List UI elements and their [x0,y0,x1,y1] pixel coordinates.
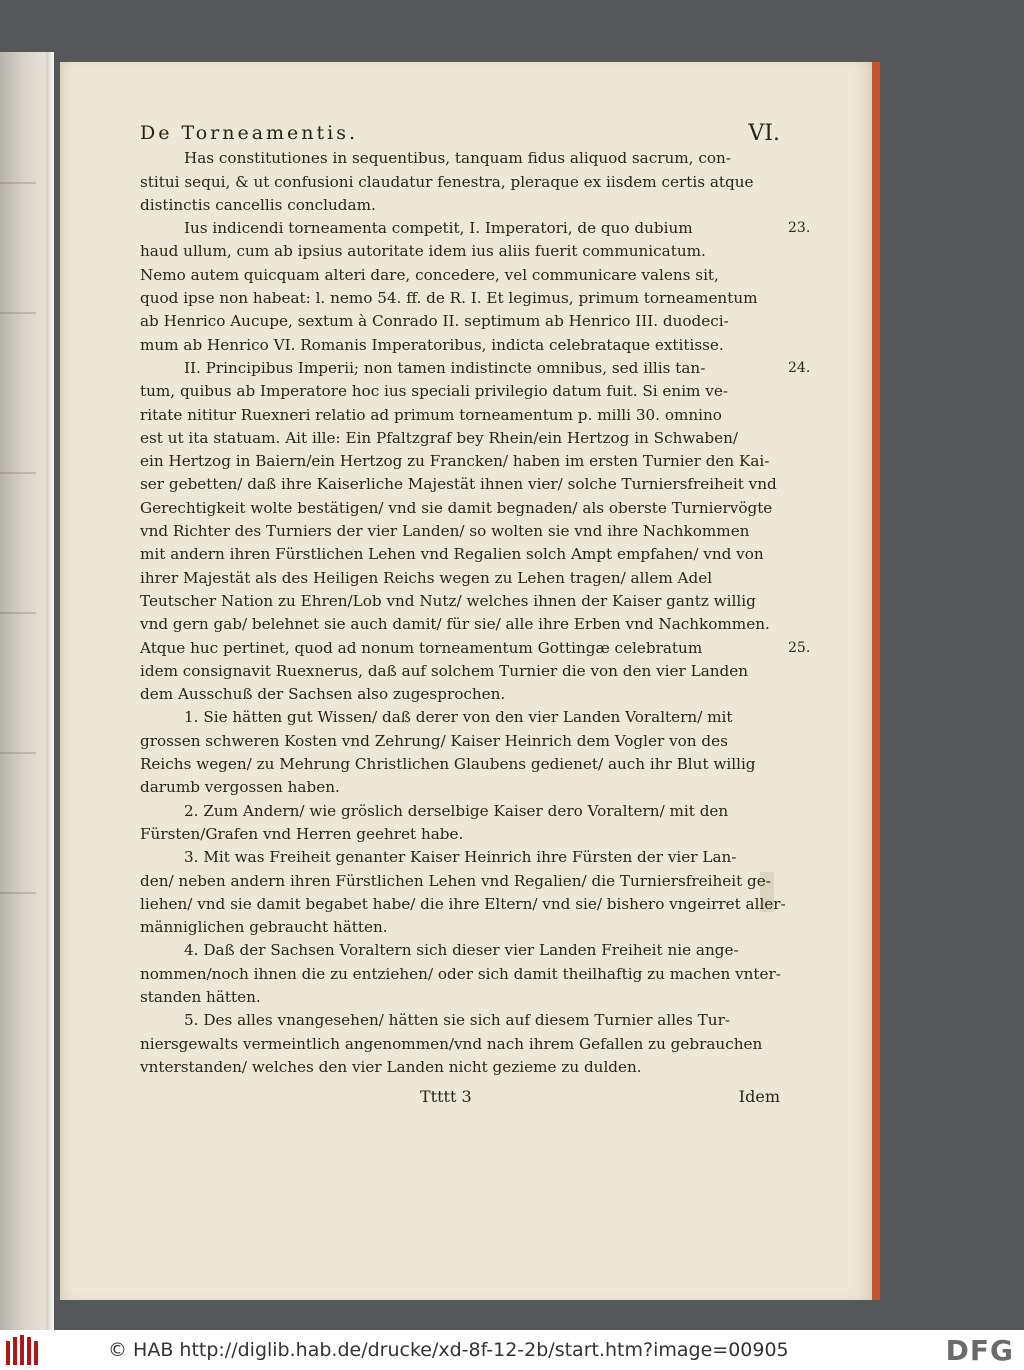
text-line-content: dem Ausschuß der Sachsen also zugesprochen. [140,685,506,704]
text-line-content: vnd gern gab/ belehnet sie auch damit/ für sie/ alle ihre Erben vnd Nachkommen. [140,615,770,634]
text-line-content: mum ab Henrico VI. Romanis Imperatoribus, indicta celebrataque extitisse. [140,335,724,354]
text-line [140,637,811,660]
text-line-content: darumb vergossen haben. [140,778,340,797]
text-line [140,916,780,939]
text-line-content: idem consignavit Ruexnerus, daß auf solchem Turnier die von den vier Landen [140,661,749,680]
text-line [140,264,780,287]
text-line [140,590,780,613]
text-line [140,823,780,846]
text-line [140,893,786,916]
text-line [140,660,780,683]
hab-logo-icon [6,1335,46,1365]
text-line [140,543,780,566]
text-line-content: 1. Sie hätten gut Wissen/ daß derer von den vier Landen Voraltern/ mit [184,708,733,727]
body-lines [140,147,811,1079]
text-line-content: männiglichen gebraucht hätten. [140,918,388,937]
text-line [140,450,780,473]
text-line-content: den/ neben andern ihren Fürstlichen Lehen vnd Regalien/ die Turniersfreiheit ge- [140,871,771,890]
text-line-content: 3. Mit was Freiheit genanter Kaiser Heinrich ihre Fürsten der vier Lan- [184,848,737,867]
text-line [140,683,780,706]
text-line [140,473,780,496]
text-line [140,520,780,543]
text-line-content: 2. Zum Andern/ wie gröslich derselbige Kaiser dero Voraltern/ mit den [184,801,729,820]
text-line-content: haud ullum, cum ab ipsius autoritate idem ius aliis fuerit communicatum. [140,242,706,261]
text-line [140,404,780,427]
copyright-link[interactable]: © HAB http://diglib.hab.de/drucke/xd-8f-12-2b/start.htm?image=00905 [108,1339,789,1361]
bleed-through-mark [0,612,36,614]
text-line-content: II. Principibus Imperii; non tamen indistincte omnibus, sed illis tan- [184,358,706,377]
text-line [140,753,780,776]
text-line-content: quod ipse non habeat: l. nemo 54. ff. de R. I. Et legimus, primum torneamentum [140,289,758,308]
text-line [140,334,780,357]
margin-number: 25. [788,639,811,656]
text-line-content: Gerechtigkeit wolte bestätigen/ vnd sie damit begnaden/ als oberste Turniervögte [140,498,773,517]
left-page-edge [0,52,54,1330]
page-header [140,122,780,145]
text-line-content: Teutscher Nation zu Ehren/Lob vnd Nutz/ welches ihnen der Kaiser gantz willig [140,591,756,610]
text-line [140,310,780,333]
text-line [140,287,780,310]
text-line [140,1033,780,1056]
text-line-content: Ius indicendi torneamenta competit, I. Imperatori, de quo dubium [184,219,693,238]
signature-mark: Ttttt 3 [420,1087,472,1107]
text-line-content: stitui sequi, & ut confusioni claudatur fenestra, pleraque ex iisdem certis atque [140,172,754,191]
text-line-content: ser gebetten/ daß ihre Kaiserliche Majestät ihnen vier/ solche Turniersfreiheit vnd [140,475,777,494]
text-line [140,427,780,450]
bleed-through-mark [0,182,36,184]
margin-number: 23. [788,220,811,237]
text-line-content: standen hätten. [140,987,261,1006]
text-line [140,240,780,263]
page-footer [140,1085,780,1108]
bottom-bar [0,1330,1024,1370]
text-line-content: grossen schweren Kosten vnd Zehrung/ Kaiser Heinrich dem Vogler von des [140,731,728,750]
text-line-content: Nemo autem quicquam alteri dare, concedere, vel communicare valens sit, [140,265,719,284]
text-line [140,800,780,823]
text-line-content: distinctis cancellis concludam. [140,195,376,214]
text-line-content: ab Henrico Aucupe, sextum à Conrado II. septimum ab Henrico III. duodeci- [140,312,729,331]
text-line-content: ihrer Majestät als des Heiligen Reichs wegen zu Lehen tragen/ allem Adel [140,568,713,587]
page-number: VI. [748,121,780,146]
text-line [140,706,780,729]
text-line-content: tum, quibus ab Imperatore hoc ius speciali privilegio datum fuit. Si enim ve- [140,382,728,401]
text-line [140,939,780,962]
red-page-edge [872,62,880,1300]
bleed-through-mark [0,312,36,314]
bleed-through-mark [0,472,36,474]
text-line [140,1009,780,1032]
text-line [140,171,780,194]
book-page [60,62,872,1300]
text-line-content: 4. Daß der Sachsen Voraltern sich dieser vier Landen Freiheit nie ange- [184,941,739,960]
text-line [140,147,780,170]
text-line-content: Reichs wegen/ zu Mehrung Christlichen Glaubens gedienet/ auch ihr Blut willig [140,755,756,774]
text-line [140,986,780,1009]
text-line [140,730,780,753]
bleed-through-mark [0,892,36,894]
text-line-content: vnd Richter des Turniers der vier Landen/ so wolten sie vnd ihre Nachkommen [140,522,750,541]
text-line [140,357,811,380]
text-line-content: ein Hertzog in Baiern/ein Hertzog zu Francken/ haben im ersten Turnier den Kai- [140,452,770,471]
page-text-block [140,121,811,1108]
dfg-logo: DFG [945,1334,1014,1367]
text-line [140,776,780,799]
text-line [140,567,780,590]
text-line [140,497,780,520]
text-line-content: ritate nititur Ruexneri relatio ad primum torneamentum p. milli 30. omnino [140,405,722,424]
text-line-content: 5. Des alles vnangesehen/ hätten sie sich auf diesem Turnier alles Tur- [184,1011,730,1030]
text-line-content: liehen/ vnd sie damit begabet habe/ die ihre Eltern/ vnd sie/ bishero vngeirret aller- [140,894,786,913]
text-line [140,846,780,869]
text-line [140,613,780,636]
text-line-content: nommen/noch ihnen die zu entziehen/ oder sich damit theilhaftig zu machen vnter- [140,964,781,983]
margin-number: 24. [788,359,811,376]
text-line [140,1056,780,1079]
text-line-content: Atque huc pertinet, quod ad nonum torneamentum Gottingæ celebratum [140,638,703,657]
text-line-content: vnterstanden/ welches den vier Landen nicht gezieme zu dulden. [140,1057,642,1076]
text-line [140,963,780,986]
bleed-through-mark [0,752,36,754]
text-line-content: Has constitutiones in sequentibus, tanquam fidus aliquod sacrum, con- [184,149,731,168]
text-line [140,217,811,240]
text-line [140,870,780,893]
text-line-content: mit andern ihren Fürstlichen Lehen vnd Regalien solch Ampt empfahen/ vnd von [140,545,764,564]
text-line-content: niersgewalts vermeintlich angenommen/vnd nach ihrem Gefallen zu gebrauchen [140,1034,763,1053]
text-line-content: est ut ita statuam. Ait ille: Ein Pfaltzgraf bey Rhein/ein Hertzog in Schwaben/ [140,428,739,447]
running-title: De Torneamentis. [140,122,359,144]
text-line-content: Fürsten/Grafen vnd Herren geehret habe. [140,824,464,843]
text-line [140,194,780,217]
catchword: Idem [738,1087,780,1107]
left-page-fold [46,52,52,1330]
text-line [140,380,780,403]
